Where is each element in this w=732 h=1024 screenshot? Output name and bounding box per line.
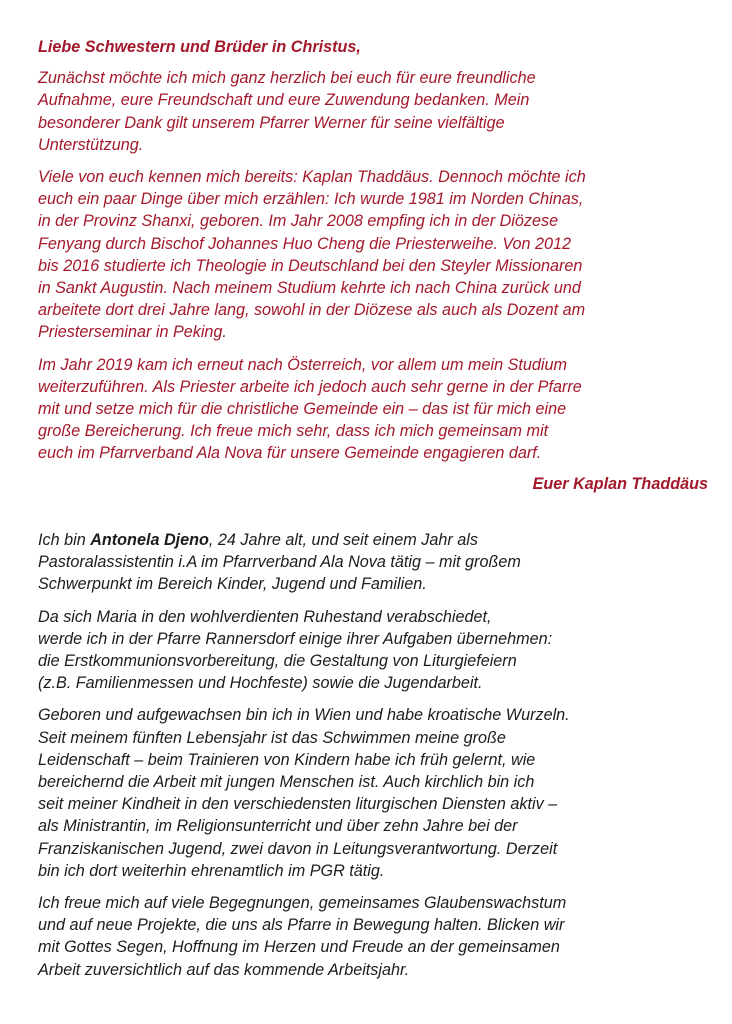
intro-paragraph: Da sich Maria in den wohlverdienten Ruhestand verabschiedet, werde ich in der Pfarre Rannersdorf einige ihrer Aufgaben übernehmen: die Erstkommunionsvorbereitung, die Gestaltung von Liturgiefeiern (z.B. Familienmessen und Hochfeste) sowie die Jugendarbeit. — [38, 607, 553, 693]
letter-signature: Euer Kaplan Thaddäus — [532, 474, 708, 493]
intro-paragraph — [38, 529, 708, 596]
intro-suffix: , 24 Jahre alt, und seit einem Jahr als Pastoralassistentin i.A im Pfarrverband Ala Nova tätig – mit großem Schwerpunkt im Bereich Kinder, Jugend und Familien. — [38, 531, 521, 594]
kaplan-letter — [38, 36, 708, 495]
letter-paragraph: Zunächst möchte ich mich ganz herzlich bei euch für eure freundliche Aufnahme, eure Freundschaft und eure Zuwendung bedanken. Mein besonderer Dank gilt unserem Pfarrer Werner für seine vielfältige Unterstützung. — [38, 69, 536, 154]
author-name: Antonela Djeno — [90, 531, 209, 549]
intro-paragraph: Geboren und aufgewachsen bin ich in Wien und habe kroatische Wurzeln. Seit meinem fünften Lebensjahr ist das Schwimmen meine große Leidenschaft – beim Trainieren von Kindern habe ich früh gelernt, wie bereichernd die Arbeit mit jungen Menschen ist. Auch kirchlich bin ich seit meiner Kindheit in den verschiedensten liturgischen Diensten aktiv – als Ministrantin, im Religionsunterricht und über zehn Jahre bei der Franziskanischen Jugend, zwei davon in Leitungsverantwortung. Derzeit bin ich dort weiterhin ehrenamtlich im PGR tätig. — [38, 706, 570, 880]
assistant-introduction — [38, 529, 708, 991]
intro-prefix: Ich bin — [38, 531, 91, 549]
intro-paragraph: Ich freue mich auf viele Begegnungen, gemeinsames Glaubenswachstum und auf neue Projekte, die uns als Pfarre in Bewegung halten. Blicken wir mit Gottes Segen, Hoffnung im Herzen und Freude an der gemeinsamen Arbeit zuversichtlich auf das kommende Arbeitsjahr. — [38, 894, 567, 979]
letter-paragraph: Viele von euch kennen mich bereits: Kaplan Thaddäus. Dennoch möchte ich euch ein paar Dinge über mich erzählen: Ich wurde 1981 im Norden Chinas, in der Provinz Shanxi, geboren. Im Jahr 2008 empfing ich in der Diözese Fenyang durch Bischof Johannes Huo Cheng die Priesterweihe. Von 2012 bis 2016 studierte ich Theologie in Deutschland bei den Steyler Missionaren in Sankt Augustin. Nach meinem Studium kehrte ich nach China zurück und arbeitete dort drei Jahre lang, sowohl in der Diözese als auch als Dozent am Priesterseminar in Peking. — [38, 168, 586, 342]
letter-greeting: Liebe Schwestern und Brüder in Christus, — [38, 38, 361, 56]
letter-paragraph: Im Jahr 2019 kam ich erneut nach Österreich, vor allem um mein Studium weiterzuführen. Als Priester arbeite ich jedoch auch sehr gerne in der Pfarre mit und setze mich für die christliche Gemeinde ein – das ist für mich eine große Bereicherung. Ich freue mich sehr, dass ich mich gemeinsam mit euch im Pfarrverband Ala Nova für unsere Gemeinde engagieren darf. — [38, 355, 582, 463]
